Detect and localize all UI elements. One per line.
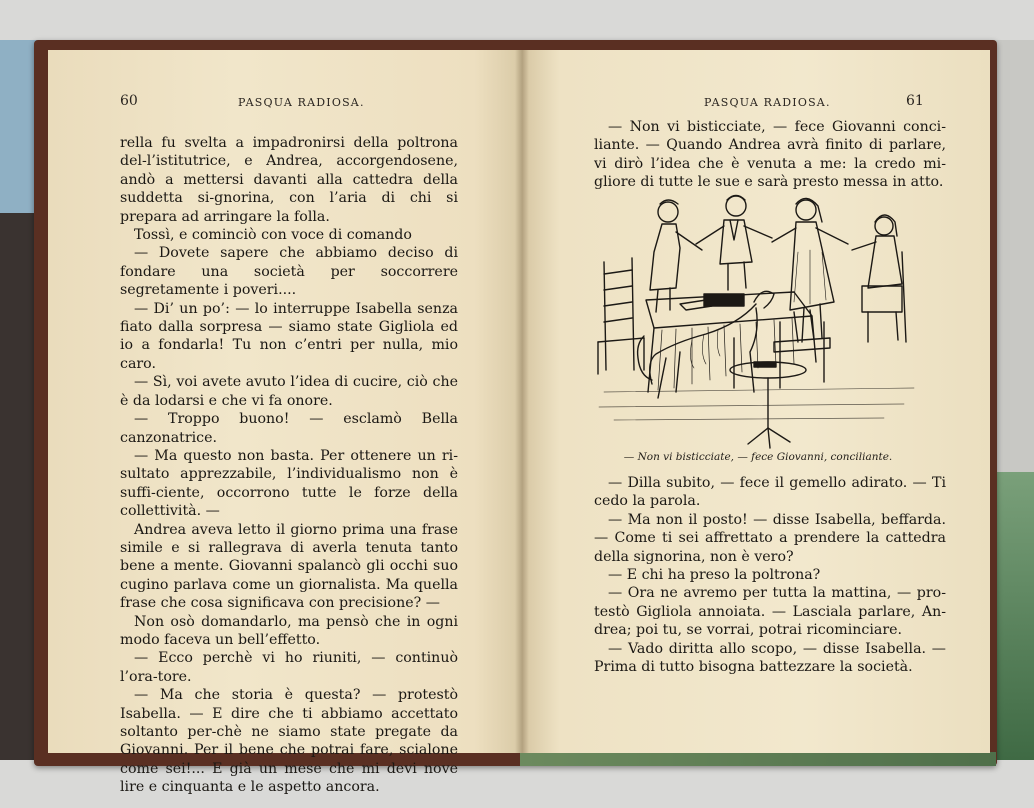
paragraph: Andrea aveva letto il giorno prima una frase simile e si rallegrava di averla tenuta tanto bene a mente. Giovanni spalancò gli occhi suo cugino parlava come un giornalista. Ma quella frase che cosa significava con precisione? —: [120, 521, 458, 612]
paragraph: — Ora ne avremo per tutta la mattina, — pro-testò Gigliola annoiata. — Lasciala parlare, An-drea; poi tu, se vorrai, potrai ricominciare.: [594, 585, 946, 639]
book-gutter: [515, 50, 529, 753]
paragraph: — Non vi bisticciate, — fece Giovanni conci-liante. — Quando Andrea avrà finito di parlare, vi dirò l’idea che è venuta a me: la credo mi-gliore di tutte le sue e sarà presto messa in atto.: [594, 119, 946, 191]
paragraph: — Sì, voi avete avuto l’idea di cucire, ciò che è da lodarsi e che vi fa onore.: [120, 374, 458, 409]
paragraph: — Ma questo non basta. Per ottenere un ri-sultato apprezzabile, l’individualismo non è suffi-ciente, occorrono tutte le forze della collettività. —: [120, 447, 458, 520]
running-head: PASQUA RADIOSA.: [238, 96, 365, 109]
paragraph: — Di’ un po’: — lo interruppe Isabella senza fiato dalla sorpresa — siamo state Gigliola ed io a fondarla! Tu non c’entri per nulla, mio caro.: [120, 300, 458, 372]
paragraph: — Troppo buono! — esclamò Bella canzonatrice.: [120, 411, 458, 446]
page-number: 61: [906, 93, 924, 109]
page-number: 60: [120, 93, 138, 109]
paragraph: — Ma non il posto! — disse Isabella, beffarda. — Come ti sei affrettato a prendere la cattedra della signorina, non è vero?: [594, 511, 946, 565]
right-body-text-bottom: [594, 474, 946, 676]
paragraph: Tossì, e cominciò con voce di comando: [134, 227, 412, 244]
paragraph: — E chi ha preso la poltrona?: [608, 567, 821, 584]
paragraph: — Dilla subito, — fece il gemello adirato. — Ti cedo la parola.: [594, 475, 946, 510]
illustration-caption: — Non vi bisticciate, — fece Giovanni, conciliante.: [623, 451, 893, 463]
left-body-text: [120, 134, 458, 797]
left-page: [48, 50, 522, 796]
right-body-text-top: [594, 118, 946, 192]
right-page: [522, 50, 990, 753]
paragraph: rella fu svelta a impadronirsi della poltrona del-l’istitutrice, e Andrea, accorgendosene, andò a mettersi davanti alla cattedra della suddetta si-gnorina, con l’aria di chi si prepara ad arringare la folla.: [120, 135, 458, 225]
running-head: PASQUA RADIOSA.: [704, 96, 831, 109]
paragraph: — Dovete sapere che abbiamo deciso di fondare una società per soccorrere segretamente i poveri....: [120, 245, 458, 299]
cover-edge: [520, 752, 996, 766]
paragraph: — Ma che storia è questa? — protestò Isabella. — E dire che ti abbiamo accettato soltanto per-chè ne siamo state pregate da Giovanni. Per il bene che potrai fare, scialone come sei!... E già un mese che mi devi nove lire e cinquanta e le aspetto ancora.: [120, 687, 458, 796]
paragraph: — Vado diritta allo scopo, — disse Isabella. — Prima di tutto bisogna battezzare la società.: [594, 640, 946, 676]
paragraph: Non osò domandarlo, ma pensò che in ogni modo faceva un bell’effetto.: [120, 613, 458, 648]
paragraph: — Ecco perchè vi ho riuniti, — continuò l’ora-tore.: [120, 650, 458, 685]
illustration-children-dog-table: [584, 192, 924, 450]
